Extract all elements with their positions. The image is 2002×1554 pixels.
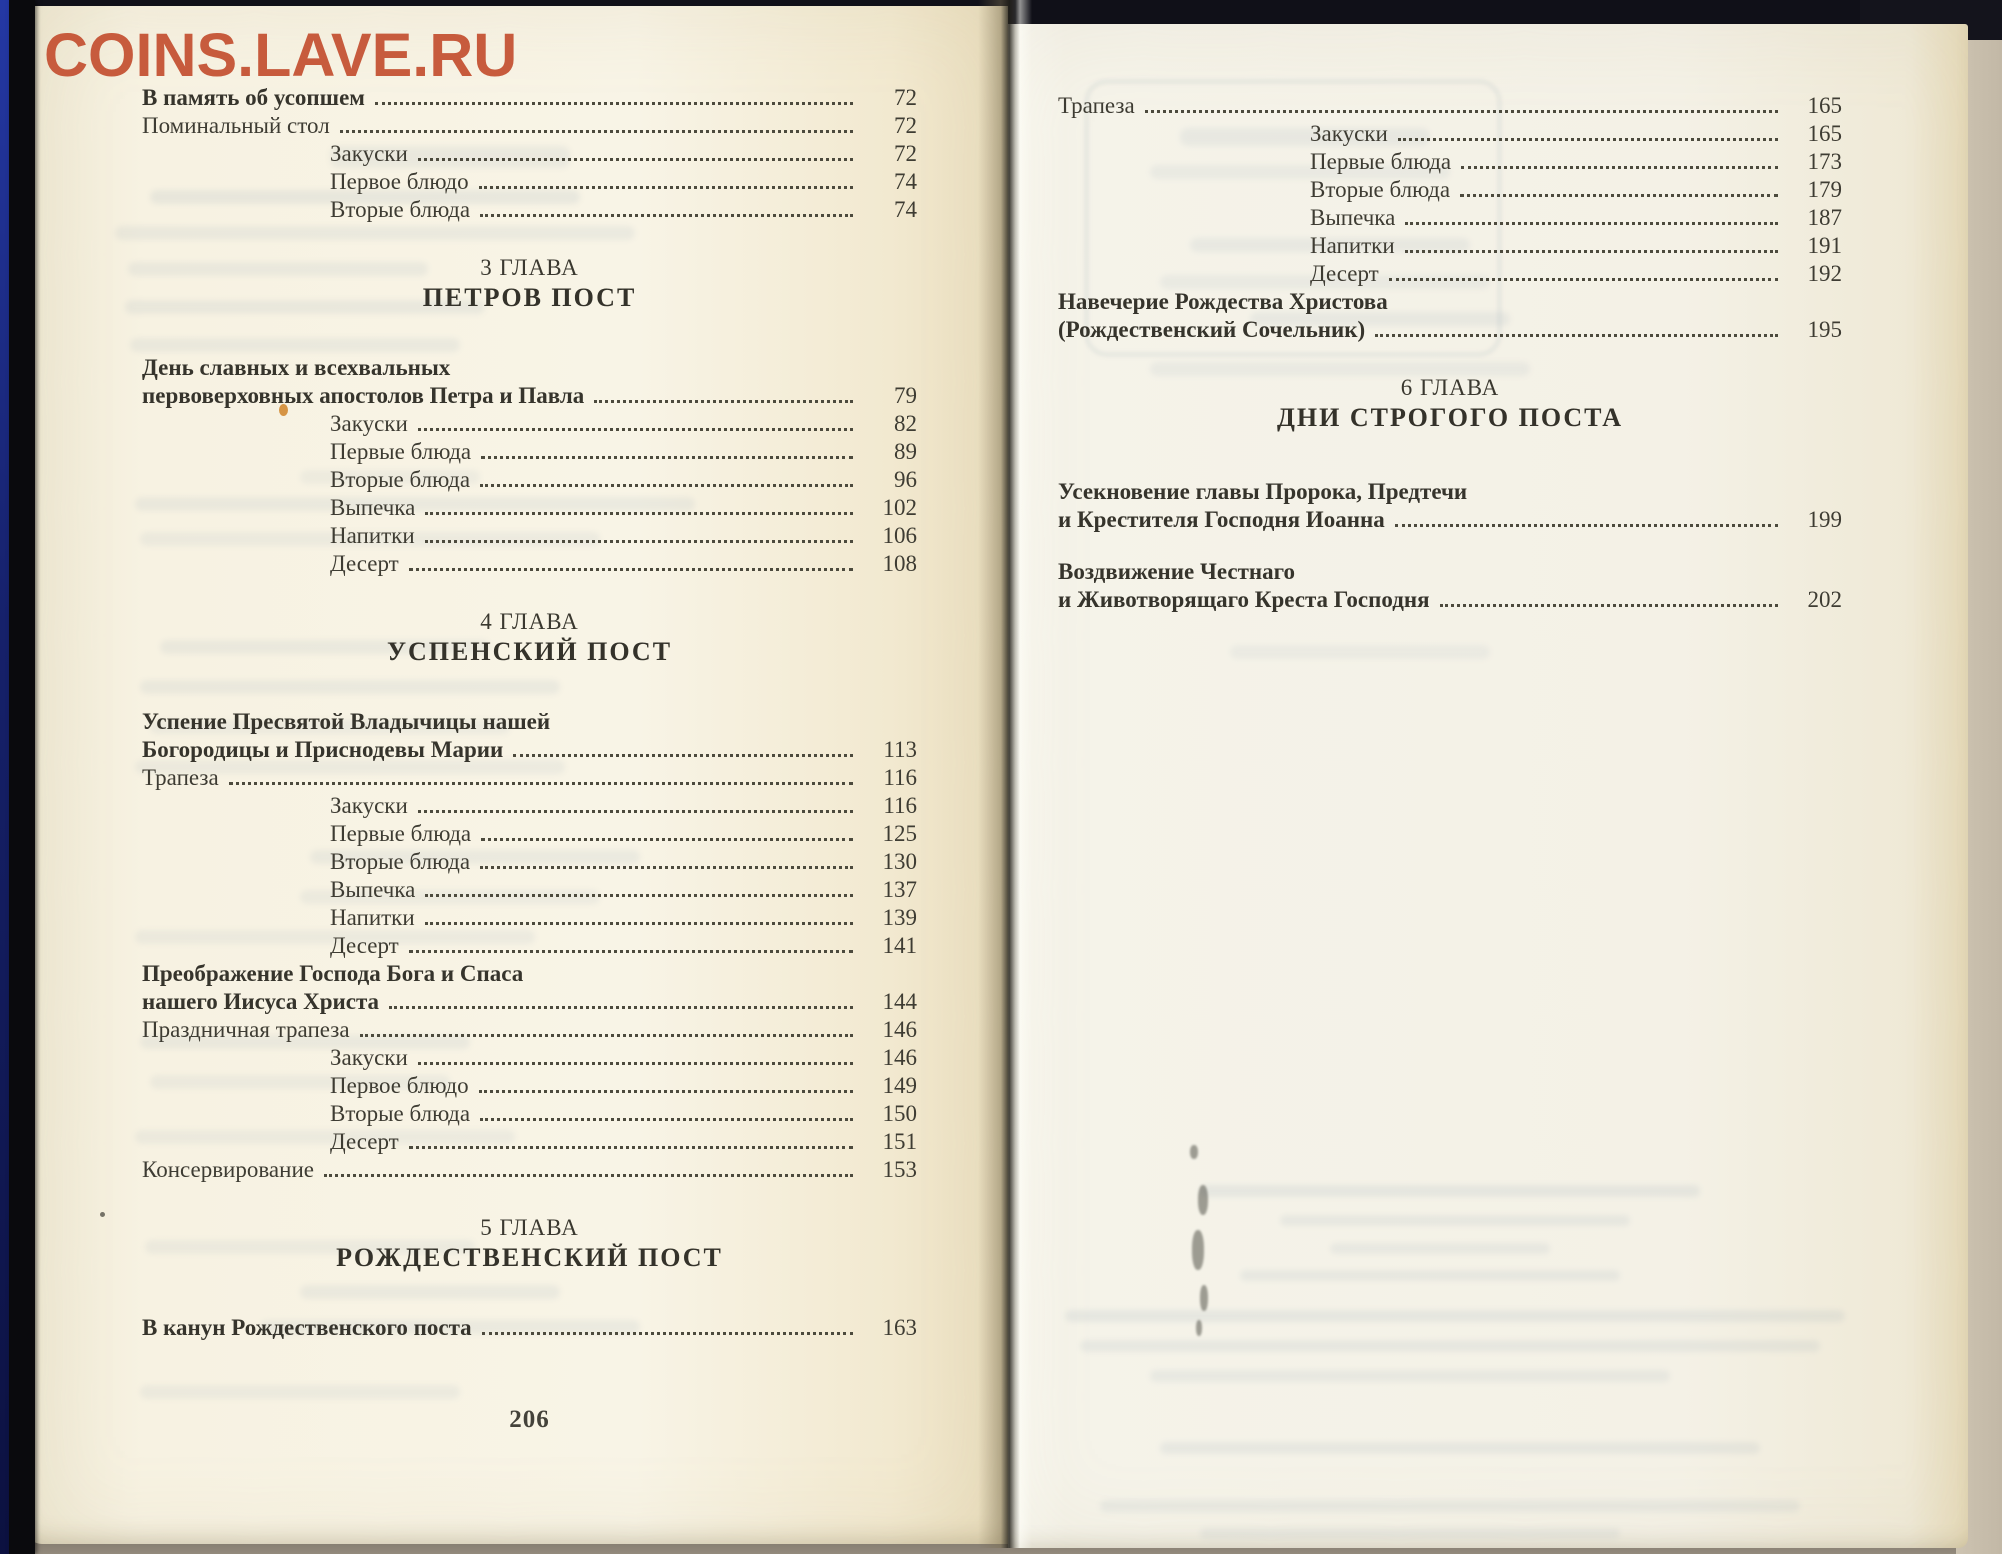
dot-leader xyxy=(1395,524,1778,527)
toc-entry-page: 141 xyxy=(882,933,917,958)
dot-leader xyxy=(513,754,853,757)
toc-entry-page: 179 xyxy=(1807,177,1842,202)
toc-entry-label: Выпечка xyxy=(330,877,416,902)
toc-entry-label: Десерт xyxy=(330,551,399,576)
toc-entry-label: Праздничная трапеза xyxy=(142,1017,350,1042)
toc-entry xyxy=(142,112,917,140)
toc-entry xyxy=(142,168,917,196)
toc-group xyxy=(142,84,917,224)
right-page-content xyxy=(1058,92,1842,614)
toc-entry-page: 153 xyxy=(882,1157,917,1182)
toc-entry-page: 139 xyxy=(882,905,917,930)
toc-entry xyxy=(142,848,917,876)
toc-entry xyxy=(142,410,917,438)
toc-entry-label: Усекновение главы Пророка, Предтечи xyxy=(1058,479,1468,504)
bleed-through-text xyxy=(1230,645,1490,659)
dot-leader xyxy=(479,186,853,189)
toc-entry xyxy=(142,736,917,764)
chapter-heading xyxy=(142,254,917,314)
toc-entry-label: Закуски xyxy=(330,1045,408,1070)
toc-entry-label: Первые блюда xyxy=(1310,149,1452,174)
dot-leader xyxy=(425,512,853,515)
toc-entry-label: Консервирование xyxy=(142,1157,314,1182)
toc-entry xyxy=(1058,586,1842,614)
watermark: COINS.LAVE.RU xyxy=(44,21,518,89)
toc-entry-page: 82 xyxy=(894,411,917,436)
toc-entry xyxy=(142,904,917,932)
ink-smudge xyxy=(1200,1285,1208,1311)
dot-leader xyxy=(425,894,853,897)
toc-entry xyxy=(142,84,917,112)
toc-entry-label: Поминальный стол xyxy=(142,113,330,138)
toc-entry-label: Трапеза xyxy=(142,765,219,790)
dot-leader xyxy=(418,158,853,161)
chapter-heading-line: 3 ГЛАВА xyxy=(480,255,579,280)
toc-entry-label: Вторые блюда xyxy=(330,1101,471,1126)
dot-leader xyxy=(482,1332,853,1335)
chapter-heading xyxy=(1058,374,1842,434)
chapter-heading-line: ПЕТРОВ ПОСТ xyxy=(422,283,637,312)
toc-entry-label: Вторые блюда xyxy=(330,467,471,492)
dot-leader xyxy=(594,400,853,403)
toc-entry xyxy=(142,494,917,522)
toc-entry-page: 72 xyxy=(894,113,917,138)
ink-smudge xyxy=(1192,1230,1204,1270)
toc-entry-label: Напитки xyxy=(330,523,415,548)
toc-entry-page: 173 xyxy=(1807,149,1842,174)
toc-entry-label: Вторые блюда xyxy=(1310,177,1451,202)
toc-entry-label: Десерт xyxy=(1310,261,1379,286)
toc-entry-label: Закуски xyxy=(330,793,408,818)
toc-entry xyxy=(1058,120,1842,148)
chapter-heading-line: ДНИ СТРОГОГО ПОСТА xyxy=(1276,403,1623,432)
toc-entry xyxy=(142,438,917,466)
toc-entry-page: 137 xyxy=(882,877,917,902)
toc-entry-page: 195 xyxy=(1807,317,1842,342)
toc-entry-label: Выпечка xyxy=(330,495,416,520)
dot-leader xyxy=(360,1034,853,1037)
toc-entry xyxy=(142,196,917,224)
toc-entry-page: 151 xyxy=(882,1129,917,1154)
toc-entry-label: (Рождественский Сочельник) xyxy=(1058,317,1366,342)
toc-entry-label: Выпечка xyxy=(1310,205,1396,230)
toc-entry xyxy=(142,820,917,848)
toc-group xyxy=(1058,92,1842,344)
toc-entry xyxy=(142,932,917,960)
toc-entry xyxy=(1058,92,1842,120)
chapter-heading-line: 4 ГЛАВА xyxy=(480,609,579,634)
toc-entry xyxy=(142,522,917,550)
toc-entry-label: Десерт xyxy=(330,1129,399,1154)
toc-entry xyxy=(1058,558,1842,586)
toc-entry-label: Преображение Господа Бога и Спаса xyxy=(142,961,524,986)
chapter-heading-line: УСПЕНСКИЙ ПОСТ xyxy=(386,637,673,666)
toc-entry-label: В канун Рождественского поста xyxy=(142,1315,472,1340)
chapter-heading xyxy=(142,1214,917,1274)
toc-entry-page: 146 xyxy=(882,1045,917,1070)
toc-entry-page: 150 xyxy=(882,1101,917,1126)
toc-entry xyxy=(1058,176,1842,204)
bleed-through-text xyxy=(1065,1310,1845,1322)
toc-entry-page: 202 xyxy=(1807,587,1842,612)
toc-entry xyxy=(1058,260,1842,288)
toc-entry xyxy=(142,1128,917,1156)
chapter-heading-line: 6 ГЛАВА xyxy=(1400,375,1500,400)
ink-smudge xyxy=(1196,1320,1202,1336)
toc-entry-label: Первые блюда xyxy=(330,439,472,464)
toc-entry-page: 149 xyxy=(882,1073,917,1098)
chapter-heading xyxy=(142,608,917,668)
bleed-through-text xyxy=(1100,1500,1800,1512)
toc-entry xyxy=(142,960,917,988)
toc-entry-page: 74 xyxy=(894,169,917,194)
dot-leader xyxy=(389,1006,853,1009)
toc-entry-page: 108 xyxy=(882,551,917,576)
toc-entry-page: 116 xyxy=(883,765,917,790)
chapter-heading-line: 5 ГЛАВА xyxy=(480,1215,579,1240)
toc-entry-label: Трапеза xyxy=(1058,93,1135,118)
chapter-heading-line: РОЖДЕСТВЕНСКИЙ ПОСТ xyxy=(336,1243,723,1272)
dust-speck xyxy=(100,1212,105,1217)
toc-entry-page: 79 xyxy=(894,383,917,408)
toc-entry xyxy=(142,382,917,410)
toc-entry-label: Вторые блюда xyxy=(330,849,471,874)
toc-entry-label: Напитки xyxy=(1310,233,1395,258)
toc-group xyxy=(142,708,917,1184)
dot-leader xyxy=(229,782,853,785)
toc-entry-page: 192 xyxy=(1807,261,1842,286)
toc-entry-page: 165 xyxy=(1807,121,1842,146)
toc-group xyxy=(142,354,917,578)
toc-entry-page: 191 xyxy=(1807,233,1842,258)
toc-entry-label: Первое блюдо xyxy=(330,169,469,194)
ink-smudge xyxy=(1198,1185,1208,1215)
toc-entry xyxy=(1058,232,1842,260)
dot-leader xyxy=(1405,222,1778,225)
toc-entry-page: 130 xyxy=(882,849,917,874)
toc-entry xyxy=(1058,506,1842,534)
left-page-content xyxy=(142,84,917,1342)
dot-leader xyxy=(1440,604,1778,607)
dot-leader xyxy=(1375,334,1778,337)
toc-entry xyxy=(142,792,917,820)
toc-entry-page: 72 xyxy=(894,85,917,110)
bleed-through-text xyxy=(1280,1215,1630,1226)
dot-leader xyxy=(418,810,853,813)
toc-entry-label: В память об усопшем xyxy=(142,85,365,110)
toc-entry xyxy=(142,1100,917,1128)
dot-leader xyxy=(480,866,853,869)
toc-entry-page: 187 xyxy=(1807,205,1842,230)
background-left-edge xyxy=(9,0,35,1554)
toc-group xyxy=(142,1314,917,1342)
toc-entry-page: 165 xyxy=(1807,93,1842,118)
bleed-through-text xyxy=(1150,1370,1670,1382)
toc-entry-label: Напитки xyxy=(330,905,415,930)
dot-leader xyxy=(481,838,853,841)
toc-entry xyxy=(1058,148,1842,176)
dot-leader xyxy=(480,1118,853,1121)
toc-entry-label: Первые блюда xyxy=(330,821,472,846)
bleed-through-text xyxy=(1160,1442,1760,1454)
dot-leader xyxy=(1405,250,1778,253)
toc-entry xyxy=(142,466,917,494)
dot-leader xyxy=(409,950,853,953)
toc-entry-label: первоверховных апостолов Петра и Павла xyxy=(142,383,585,408)
toc-entry-label: Закуски xyxy=(330,141,408,166)
toc-entry xyxy=(142,1016,917,1044)
toc-entry-label: Десерт xyxy=(330,933,399,958)
book-gutter-shadow xyxy=(978,0,1038,1548)
toc-entry-label: Вторые блюда xyxy=(330,197,471,222)
toc-entry xyxy=(142,876,917,904)
toc-entry-label: Закуски xyxy=(330,411,408,436)
toc-entry-label: Богородицы и Приснодевы Марии xyxy=(142,737,504,762)
toc-entry xyxy=(142,550,917,578)
dot-leader xyxy=(409,1146,853,1149)
dot-leader xyxy=(481,456,853,459)
toc-entry xyxy=(1058,316,1842,344)
toc-entry-label: нашего Иисуса Христа xyxy=(142,989,380,1014)
toc-entry-label: День славных и всехвальных xyxy=(142,355,451,380)
dot-leader xyxy=(418,1062,853,1065)
toc-entry-page: 199 xyxy=(1807,507,1842,532)
toc-entry-page: 102 xyxy=(882,495,917,520)
dot-leader xyxy=(479,1090,853,1093)
toc-entry-label: Закуски xyxy=(1310,121,1388,146)
toc-entry-page: 125 xyxy=(882,821,917,846)
dot-leader xyxy=(340,130,853,133)
bleed-through-text xyxy=(1200,1185,1700,1197)
dot-leader xyxy=(1145,110,1778,113)
page-number-footer: 206 xyxy=(509,1406,550,1433)
dot-leader xyxy=(425,922,853,925)
toc-entry-page: 72 xyxy=(894,141,917,166)
toc-entry xyxy=(142,1072,917,1100)
toc-entry-page: 116 xyxy=(883,793,917,818)
dot-leader xyxy=(1460,194,1778,197)
toc-entry-label: Навечерие Рождества Христова xyxy=(1058,289,1388,314)
toc-entry-page: 146 xyxy=(882,1017,917,1042)
toc-entry xyxy=(142,1314,917,1342)
toc-entry xyxy=(1058,288,1842,316)
bleed-through-text xyxy=(140,1385,460,1399)
dot-leader xyxy=(425,540,853,543)
toc-group xyxy=(1058,478,1842,614)
dot-leader xyxy=(1398,138,1778,141)
toc-entry-page: 163 xyxy=(882,1315,917,1340)
toc-entry xyxy=(142,708,917,736)
bleed-through-text xyxy=(1330,1243,1550,1254)
toc-entry-page: 106 xyxy=(882,523,917,548)
toc-entry-label: и Животворящаго Креста Господня xyxy=(1058,587,1430,612)
toc-entry-page: 144 xyxy=(882,989,917,1014)
dot-leader xyxy=(1389,278,1778,281)
toc-entry-label: Первое блюдо xyxy=(330,1073,469,1098)
dot-leader xyxy=(418,428,853,431)
dot-leader xyxy=(480,484,853,487)
toc-entry xyxy=(142,764,917,792)
toc-entry xyxy=(1058,478,1842,506)
toc-entry xyxy=(142,1156,917,1184)
dot-leader xyxy=(480,214,853,217)
toc-entry xyxy=(142,354,917,382)
bleed-through-text xyxy=(1200,1528,1620,1539)
toc-entry-label: Успение Пресвятой Владычицы нашей xyxy=(142,709,551,734)
toc-entry-page: 113 xyxy=(883,737,917,762)
toc-entry-page: 96 xyxy=(894,467,917,492)
ink-smudge xyxy=(1190,1145,1198,1159)
toc-entry xyxy=(142,140,917,168)
toc-entry-label: и Крестителя Господня Иоанна xyxy=(1058,507,1385,532)
toc-entry xyxy=(1058,204,1842,232)
bleed-through-text xyxy=(1080,1340,1820,1352)
dot-leader xyxy=(375,102,853,105)
toc-entry xyxy=(142,988,917,1016)
dot-leader xyxy=(409,568,853,571)
dot-leader xyxy=(324,1174,853,1177)
toc-entry-label: Воздвижение Честнаго xyxy=(1058,559,1296,584)
toc-entry-page: 74 xyxy=(894,197,917,222)
bleed-through-text xyxy=(1240,1270,1620,1281)
toc-entry-page: 89 xyxy=(894,439,917,464)
toc-entry xyxy=(142,1044,917,1072)
dot-leader xyxy=(1461,166,1778,169)
